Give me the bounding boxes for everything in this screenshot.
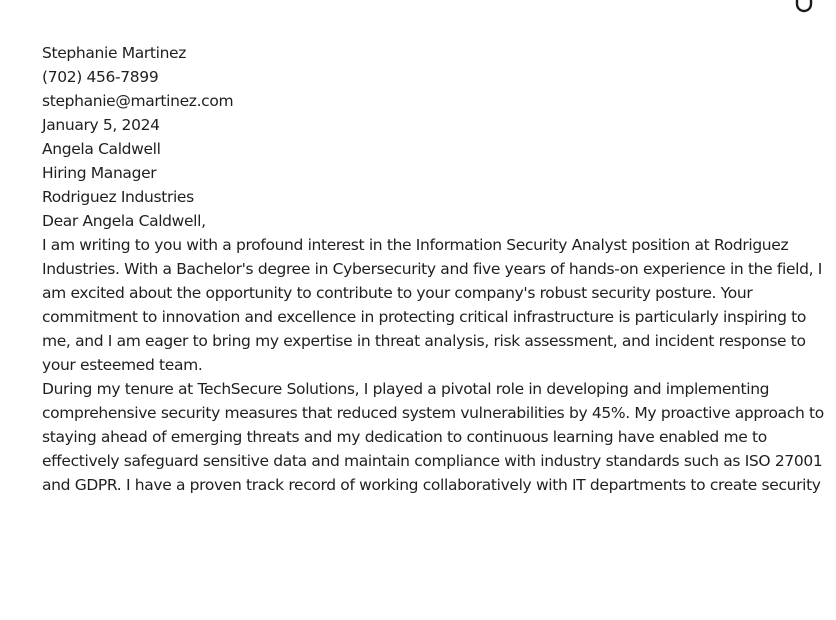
recipient-title: Hiring Manager [42,164,157,182]
recipient-name: Angela Caldwell [42,140,161,158]
body-paragraph-2 [42,377,824,497]
recipient-company: Rodriguez Industries [42,188,194,206]
paragraph-line: commitment to innovation and excellence in protecting critical infrastructure is particularly inspiring to [42,308,807,326]
paragraph-line: Industries. With a Bachelor's degree in Cybersecurity and five years of hands-on experience in the field, I [42,260,822,278]
sender-name: Stephanie Martinez [42,44,187,62]
paragraph-line: comprehensive security measures that reduced system vulnerabilities by 45%. My proactive approach to [42,404,824,422]
clip-icon [793,0,815,14]
letter-date-block [42,113,802,137]
salutation-block [42,209,802,233]
cover-letter [42,41,824,497]
paragraph-line: During my tenure at TechSecure Solutions, I played a pivotal role in developing and implementing [42,380,770,398]
paragraph-line: me, and I am eager to bring my expertise in threat analysis, risk assessment, and incident response to [42,332,806,350]
sender-block [42,41,802,113]
salutation: Dear Angela Caldwell, [42,212,206,230]
body-paragraph-1 [42,233,822,377]
letter-date: January 5, 2024 [42,116,160,134]
paragraph-line: I am writing to you with a profound interest in the Information Security Analyst position at Rodriguez [42,236,789,254]
paragraph-line: your esteemed team. [42,356,203,374]
recipient-block [42,137,802,209]
sender-email: stephanie@martinez.com [42,92,234,110]
paragraph-line: staying ahead of emerging threats and my dedication to continuous learning have enabled me to [42,428,767,446]
paragraph-line: effectively safeguard sensitive data and maintain compliance with industry standards such as ISO 27001 [42,452,823,470]
paragraph-line: and GDPR. I have a proven track record of working collaboratively with IT departments to create security [42,476,821,494]
sender-phone: (702) 456-7899 [42,68,159,86]
paragraph-line: am excited about the opportunity to contribute to your company's robust security posture. Your [42,284,753,302]
